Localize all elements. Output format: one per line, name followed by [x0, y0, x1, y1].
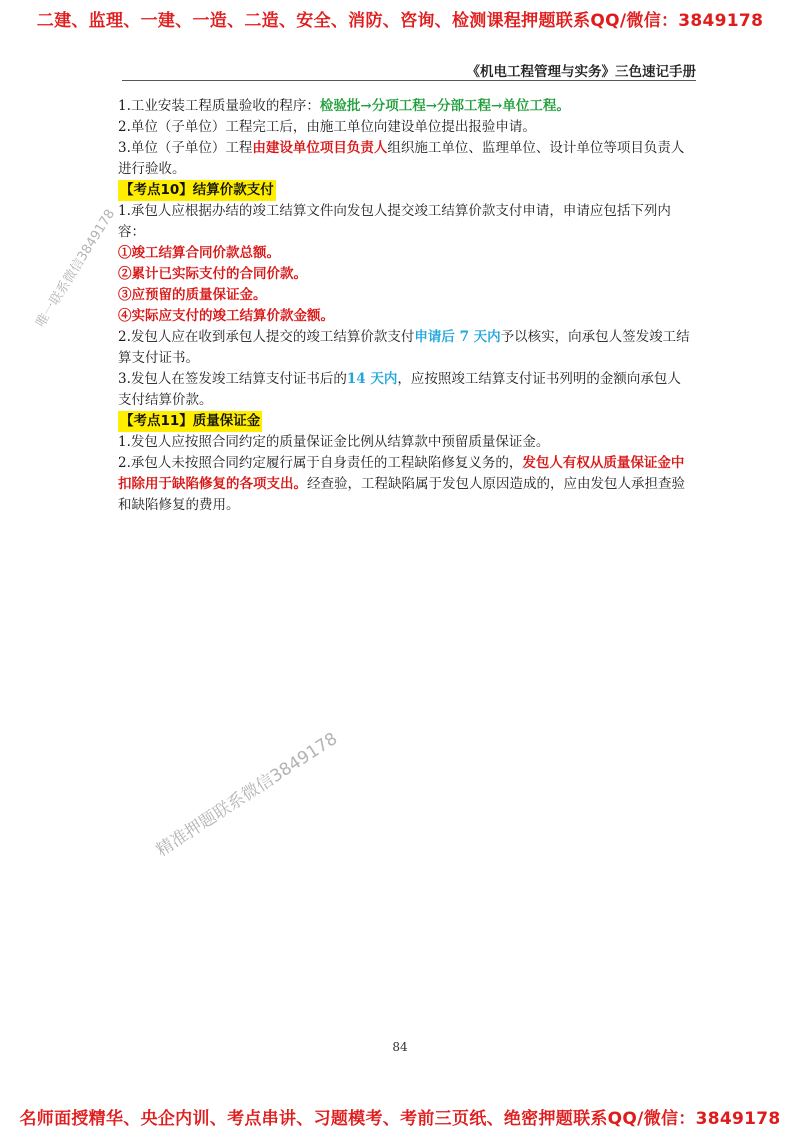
heading-quality-deposit: 【考点11】质量保证金: [118, 411, 262, 432]
paragraph-payment-deadline: [118, 369, 690, 411]
highlight-organizer: 由建设单位项目负责人: [252, 140, 388, 156]
highlight-14-days: 14 天内: [346, 371, 398, 387]
highlight-7-days: 申请后 7 天内: [414, 329, 501, 345]
list-item-paid: ②累计已实际支付的合同价款。: [118, 266, 307, 282]
paragraph-settlement-application: 1.承包人应根据办结的竣工结算文件向发包人提交竣工结算价款支付申请，申请应包括下列内容：: [118, 203, 671, 240]
page-content: [118, 96, 690, 516]
paragraph-report-application: 2.单位（子单位）工程完工后，由施工单位向建设单位提出报验申请。: [118, 119, 536, 135]
header-rule: [122, 80, 696, 81]
watermark-left: 唯一联系微信3849178: [33, 206, 119, 331]
list-item-total: ①竣工结算合同价款总额。: [118, 245, 280, 261]
text-span: 3.发包人在签发竣工结算支付证书后的: [118, 371, 347, 387]
text-span: 予以核实，向承包人签发竣工结算支付证书。: [118, 329, 690, 366]
section-heading-11: [118, 411, 690, 432]
paragraph-verification-deadline: [118, 327, 690, 369]
section-heading-10: [118, 180, 690, 201]
book-title: 《机电工程管理与实务》三色速记手册: [466, 64, 696, 80]
highlight-procedure: 检验批→分项工程→分部工程→单位工程。: [319, 98, 570, 114]
text-span: 2.发包人应在收到承包人提交的竣工结算价款支付: [118, 329, 415, 345]
watermark-middle: 精准押题联系微信3849178: [152, 728, 342, 861]
page-number: 84: [392, 1040, 408, 1054]
text-span: 经查验，工程缺陷属于发包人原因造成的，应由发包人承担查验和缺陷修复的费用。: [118, 476, 685, 513]
list-item-payable: ④实际应支付的竣工结算价款金额。: [118, 308, 334, 324]
highlight-deduction: 发包人有权从质量保证金中扣除用于缺陷修复的各项支出。: [118, 455, 685, 492]
bottom-banner: 名师面授精华、央企内训、考点串讲、习题模考、考前三页纸、绝密押题联系QQ/微信：3849178: [19, 1109, 781, 1129]
paragraph-acceptance-procedure: [118, 96, 690, 117]
text-span: ，应按照竣工结算支付证书列明的金额向承包人支付结算价款。: [118, 371, 681, 408]
list-item-retention: ③应预留的质量保证金。: [118, 287, 267, 303]
text-span: 2.承包人未按照合同约定履行属于自身责任的工程缺陷修复义务的，: [118, 455, 523, 471]
paragraph-defect-repair: [118, 453, 690, 516]
paragraph-acceptance-organizer: [118, 138, 690, 180]
text-span: 3.单位（子单位）工程: [118, 140, 253, 156]
top-banner: 二建、监理、一建、一造、二造、安全、消防、咨询、检测课程押题联系QQ/微信：3849178: [36, 11, 764, 31]
text-span: 组织施工单位、监理单位、设计单位等项目负责人进行验收。: [118, 140, 685, 177]
text-span: 1.工业安装工程质量验收的程序：: [118, 98, 320, 114]
heading-settlement-payment: 【考点10】结算价款支付: [118, 180, 276, 201]
paragraph-deposit-retention: 1.发包人应按照合同约定的质量保证金比例从结算款中预留质量保证金。: [118, 434, 550, 450]
